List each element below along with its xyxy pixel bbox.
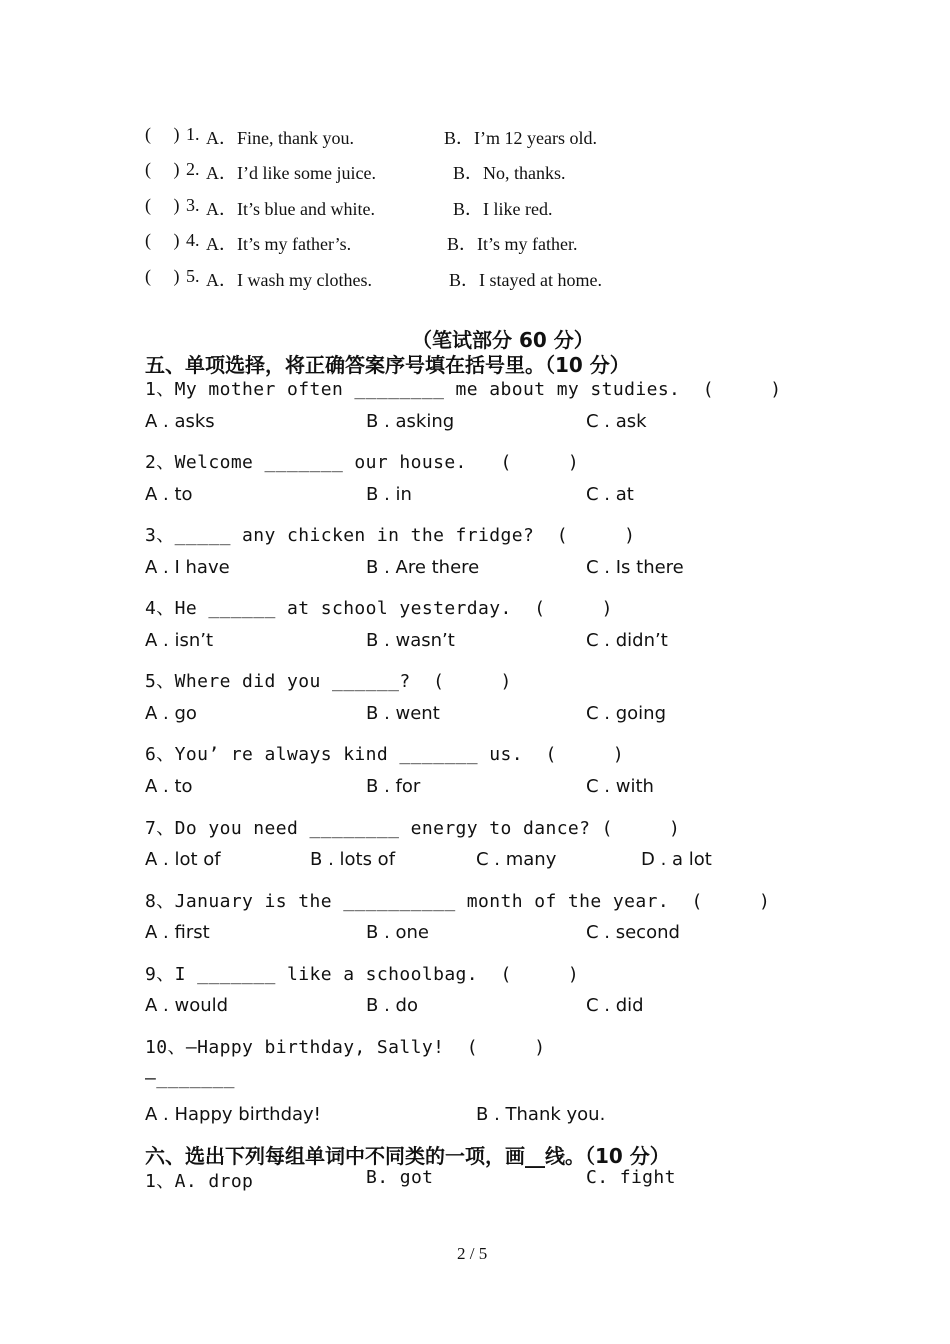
option-a: A．Fine, thank you. <box>206 128 354 148</box>
question-text: 6、You’ re always kind _______ us. ( ) <box>145 744 625 765</box>
question-text: 1、My mother often ________ me about my studies. ( ) <box>145 379 782 400</box>
choice-c: C . second <box>586 922 680 943</box>
question-text: 4、He ______ at school yesterday. ( ) <box>145 598 613 619</box>
choice-a: A . Happy birthday! <box>145 1104 321 1125</box>
answer-paren: ( ) <box>145 266 180 286</box>
choice-c: C . with <box>586 776 654 797</box>
answer-paren: ( ) <box>145 159 180 179</box>
choice-b: B . Are there <box>366 557 480 578</box>
choice-b: B . for <box>366 776 421 797</box>
question-text: 8、January is the __________ month of the year. ( ) <box>145 891 771 912</box>
choice-b: B . lots of <box>310 849 396 870</box>
question-text: 5、Where did you ______? ( ) <box>145 671 512 692</box>
option-b: B．I stayed at home. <box>449 270 602 290</box>
word-group-1-b: B. got <box>366 1167 434 1188</box>
option-a: A．It’s my father’s. <box>206 234 352 254</box>
choice-c: C . at <box>586 484 634 505</box>
choice-c: C . didn’t <box>586 630 668 651</box>
reply-blank: —_______ <box>145 1068 235 1089</box>
question-number: 4. <box>186 230 200 250</box>
choice-b: B . in <box>366 484 412 505</box>
choice-d: D . a lot <box>641 849 712 870</box>
choice-b: B . asking <box>366 411 455 432</box>
option-b: B．No, thanks. <box>453 163 566 183</box>
choice-a: A . first <box>145 922 210 943</box>
question-text: 3、_____ any chicken in the fridge? ( ) <box>145 525 636 546</box>
choice-c: C . Is there <box>586 557 684 578</box>
choice-b: B . one <box>366 922 430 943</box>
choice-a: A . to <box>145 484 193 505</box>
choice-a: A . I have <box>145 557 230 578</box>
word-group-1-a: 1、A. drop <box>145 1171 254 1192</box>
choice-a: A . isn’t <box>145 630 214 651</box>
choice-b: B . Thank you. <box>476 1104 606 1125</box>
answer-paren: ( ) <box>145 124 180 144</box>
section-6-title: 六、选出下列每组单词中不同类的一项，画__线。（10 分） <box>145 1144 670 1168</box>
section-5-title: 五、单项选择，将正确答案序号填在括号里。（10 分） <box>145 353 630 377</box>
choice-a: A . go <box>145 703 197 724</box>
option-b: B．I like red. <box>453 199 553 219</box>
choice-c: C . did <box>586 995 644 1016</box>
written-part-title: （笔试部分 60 分） <box>412 328 594 352</box>
answer-paren: ( ) <box>145 195 180 215</box>
choice-b: B . do <box>366 995 418 1016</box>
question-text: 9、I _______ like a schoolbag. ( ) <box>145 964 580 985</box>
option-b: B．It’s my father. <box>447 234 578 254</box>
choice-c: C . many <box>476 849 557 870</box>
question-number: 1. <box>186 124 200 144</box>
question-text: 7、Do you need ________ energy to dance? ( ) <box>145 818 681 839</box>
answer-paren: ( ) <box>145 230 180 250</box>
choice-b: B . wasn’t <box>366 630 455 651</box>
question-number: 5. <box>186 266 200 286</box>
question-text: 10、—Happy birthday, Sally! ( ) <box>145 1037 546 1058</box>
option-a: A．I’d like some juice. <box>206 163 376 183</box>
question-number: 3. <box>186 195 200 215</box>
choice-c: C . going <box>586 703 667 724</box>
question-text: 2、Welcome _______ our house. ( ) <box>145 452 580 473</box>
option-b: B．I’m 12 years old. <box>444 128 597 148</box>
choice-a: A . would <box>145 995 229 1016</box>
choice-a: A . lot of <box>145 849 221 870</box>
word-group-1-c: C. fight <box>586 1167 676 1188</box>
page-number: 2 / 5 <box>457 1244 488 1263</box>
choice-a: A . to <box>145 776 193 797</box>
option-a: A．I wash my clothes. <box>206 270 372 290</box>
option-a: A．It’s blue and white. <box>206 199 375 219</box>
choice-c: C . ask <box>586 411 647 432</box>
choice-b: B . went <box>366 703 440 724</box>
question-number: 2. <box>186 159 200 179</box>
choice-a: A . asks <box>145 411 215 432</box>
